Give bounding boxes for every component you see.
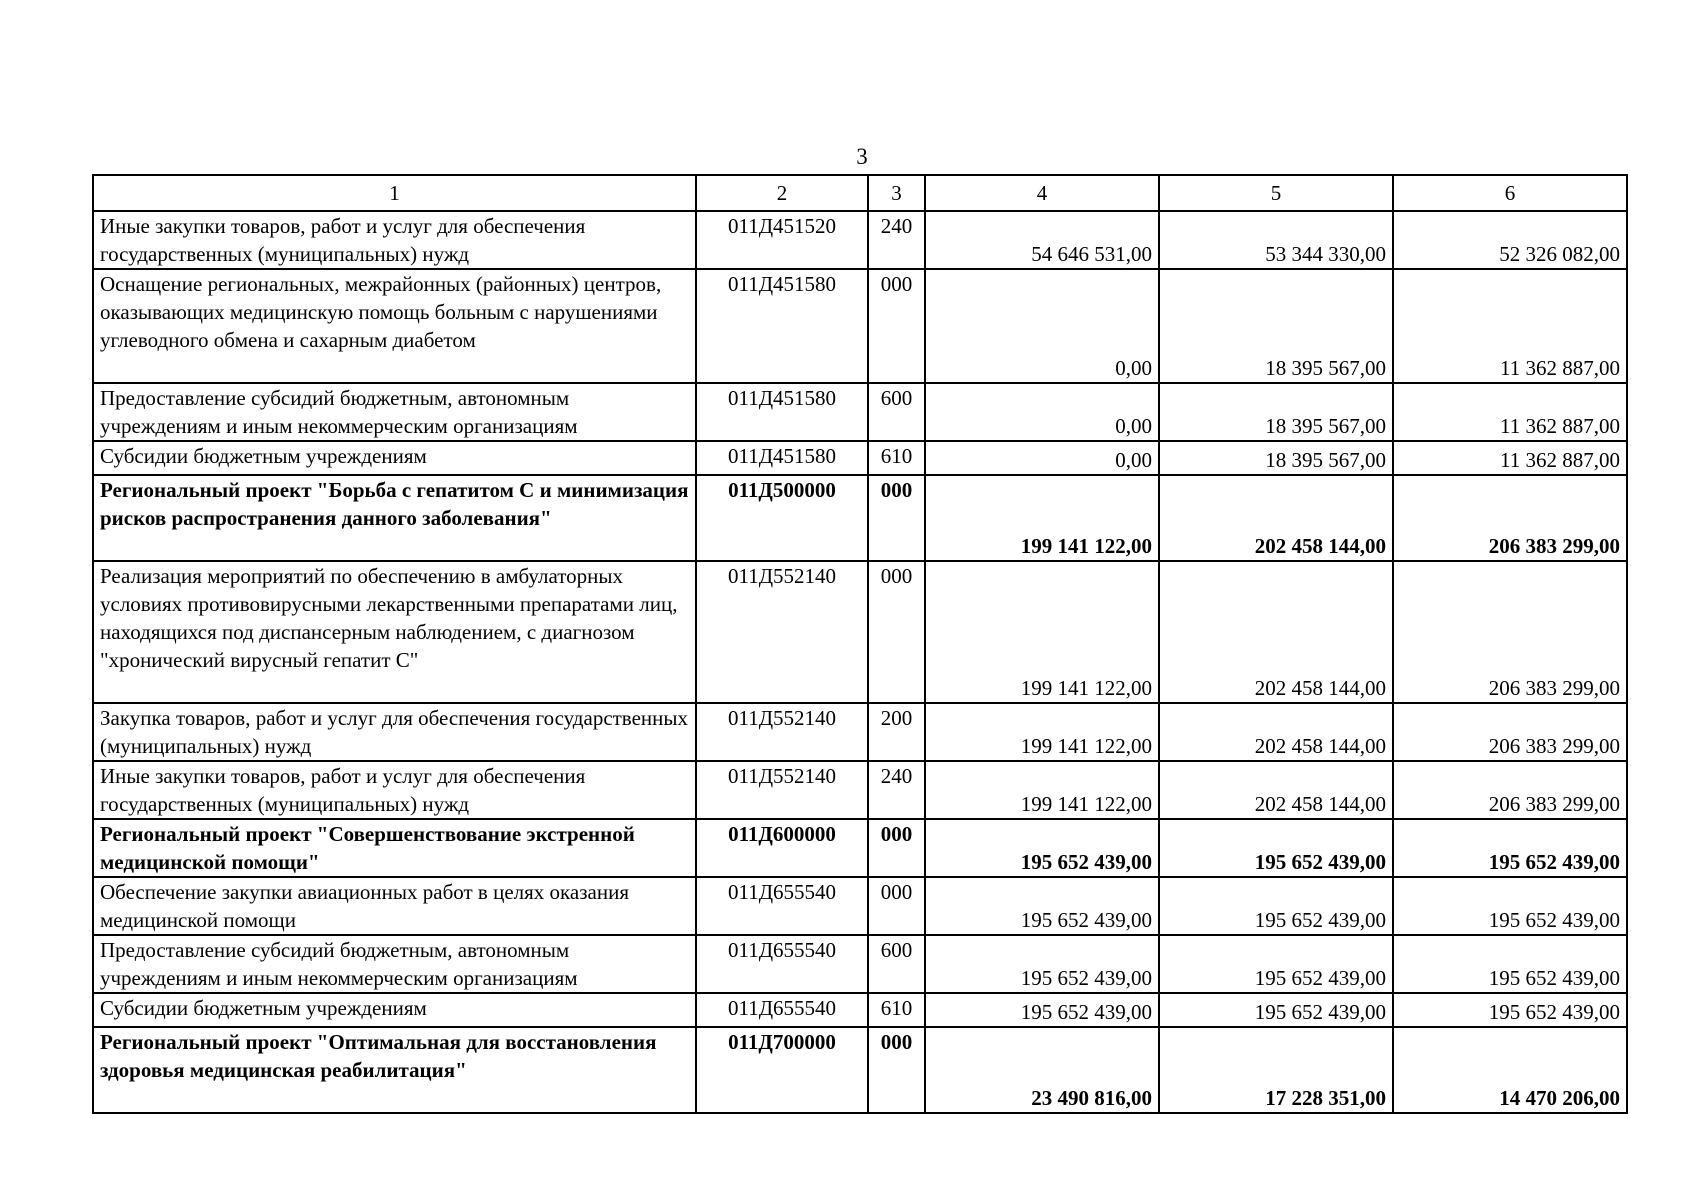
row-value-col5-cell: 18 395 567,00 [1159,383,1393,441]
row-value-col6-cell: 11 362 887,00 [1393,383,1627,441]
row-value-col6-cell: 195 652 439,00 [1393,819,1627,877]
table-body [93,211,1627,1113]
row-name-cell: Региональный проект "Оптимальная для восстановления здоровья медицинская реабилитация" [93,1027,696,1113]
row-type-cell: 000 [868,561,925,703]
table-row [93,877,1627,935]
table-row [93,761,1627,819]
row-value-col4-cell: 195 652 439,00 [925,819,1159,877]
row-value-col5-cell: 195 652 439,00 [1159,993,1393,1027]
row-value-col6-cell: 195 652 439,00 [1393,993,1627,1027]
budget-table [92,174,1628,1114]
row-value-col5-cell: 17 228 351,00 [1159,1027,1393,1113]
row-name-cell: Иные закупки товаров, работ и услуг для обеспечения государственных (муниципальных) нужд [93,761,696,819]
row-value-col6-cell: 195 652 439,00 [1393,877,1627,935]
row-code-cell: 011Д600000 [696,819,868,877]
column-header-6: 6 [1393,175,1627,211]
row-type-cell: 000 [868,269,925,383]
row-code-cell: 011Д655540 [696,935,868,993]
row-value-col4-cell: 0,00 [925,441,1159,475]
row-value-col6-cell: 14 470 206,00 [1393,1027,1627,1113]
row-type-cell: 610 [868,441,925,475]
table-row [93,703,1627,761]
row-value-col6-cell: 11 362 887,00 [1393,441,1627,475]
row-value-col5-cell: 202 458 144,00 [1159,761,1393,819]
row-value-col5-cell: 195 652 439,00 [1159,819,1393,877]
row-value-col5-cell: 18 395 567,00 [1159,441,1393,475]
row-name-cell: Региональный проект "Совершенствование экстренной медицинской помощи" [93,819,696,877]
row-value-col4-cell: 199 141 122,00 [925,475,1159,561]
row-value-col6-cell: 206 383 299,00 [1393,561,1627,703]
table-row [93,819,1627,877]
row-name-cell: Субсидии бюджетным учреждениям [93,441,696,475]
column-header-4: 4 [925,175,1159,211]
table-row [93,383,1627,441]
row-value-col4-cell: 195 652 439,00 [925,877,1159,935]
row-name-cell: Предоставление субсидий бюджетным, автономным учреждениям и иным некоммерческим организациям [93,935,696,993]
column-header-3: 3 [868,175,925,211]
row-value-col5-cell: 202 458 144,00 [1159,703,1393,761]
page-number: 3 [856,144,868,169]
row-value-col4-cell: 195 652 439,00 [925,935,1159,993]
row-value-col5-cell: 202 458 144,00 [1159,561,1393,703]
row-value-col4-cell: 0,00 [925,383,1159,441]
row-code-cell: 011Д451580 [696,441,868,475]
row-value-col6-cell: 206 383 299,00 [1393,475,1627,561]
row-code-cell: 011Д451580 [696,383,868,441]
table-row [93,211,1627,269]
row-type-cell: 240 [868,761,925,819]
row-value-col5-cell: 18 395 567,00 [1159,269,1393,383]
row-type-cell: 000 [868,877,925,935]
row-value-col4-cell: 199 141 122,00 [925,703,1159,761]
row-name-cell: Иные закупки товаров, работ и услуг для обеспечения государственных (муниципальных) нужд [93,211,696,269]
row-code-cell: 011Д552140 [696,561,868,703]
row-code-cell: 011Д700000 [696,1027,868,1113]
table-row [93,935,1627,993]
table-row [93,269,1627,383]
row-name-cell: Предоставление субсидий бюджетным, автономным учреждениям и иным некоммерческим организациям [93,383,696,441]
row-value-col5-cell: 202 458 144,00 [1159,475,1393,561]
row-value-col5-cell: 195 652 439,00 [1159,877,1393,935]
table-row [93,475,1627,561]
row-name-cell: Субсидии бюджетным учреждениям [93,993,696,1027]
row-name-cell: Оснащение региональных, межрайонных (районных) центров, оказывающих медицинскую помощь больным с нарушениями углеводного обмена и сахарным диабетом [93,269,696,383]
table-row [93,1027,1627,1113]
row-value-col6-cell: 11 362 887,00 [1393,269,1627,383]
column-header-1: 1 [93,175,696,211]
row-value-col4-cell: 195 652 439,00 [925,993,1159,1027]
row-type-cell: 000 [868,475,925,561]
row-value-col4-cell: 199 141 122,00 [925,761,1159,819]
row-type-cell: 600 [868,935,925,993]
row-code-cell: 011Д552140 [696,761,868,819]
row-name-cell: Реализация мероприятий по обеспечению в амбулаторных условиях противовирусными лекарственными препаратами лиц, находящихся под диспансерным наблюдением, с диагнозом "хронический вирусный гепатит С" [93,561,696,703]
row-type-cell: 240 [868,211,925,269]
row-value-col6-cell: 206 383 299,00 [1393,703,1627,761]
row-type-cell: 000 [868,1027,925,1113]
row-name-cell: Региональный проект "Борьба с гепатитом С и минимизация рисков распространения данного заболевания" [93,475,696,561]
row-name-cell: Закупка товаров, работ и услуг для обеспечения государственных (муниципальных) нужд [93,703,696,761]
row-type-cell: 600 [868,383,925,441]
row-code-cell: 011Д500000 [696,475,868,561]
column-header-5: 5 [1159,175,1393,211]
row-code-cell: 011Д451520 [696,211,868,269]
row-value-col6-cell: 52 326 082,00 [1393,211,1627,269]
row-name-cell: Обеспечение закупки авиационных работ в целях оказания медицинской помощи [93,877,696,935]
row-value-col5-cell: 53 344 330,00 [1159,211,1393,269]
row-code-cell: 011Д655540 [696,877,868,935]
table-header-row [93,175,1627,211]
row-value-col5-cell: 195 652 439,00 [1159,935,1393,993]
row-code-cell: 011Д552140 [696,703,868,761]
row-value-col4-cell: 23 490 816,00 [925,1027,1159,1113]
row-value-col4-cell: 0,00 [925,269,1159,383]
row-code-cell: 011Д655540 [696,993,868,1027]
row-type-cell: 610 [868,993,925,1027]
table-row [93,993,1627,1027]
table-row [93,441,1627,475]
row-code-cell: 011Д451580 [696,269,868,383]
table-row [93,561,1627,703]
row-value-col4-cell: 199 141 122,00 [925,561,1159,703]
row-value-col6-cell: 206 383 299,00 [1393,761,1627,819]
row-type-cell: 200 [868,703,925,761]
row-value-col4-cell: 54 646 531,00 [925,211,1159,269]
row-value-col6-cell: 195 652 439,00 [1393,935,1627,993]
column-header-2: 2 [696,175,868,211]
row-type-cell: 000 [868,819,925,877]
